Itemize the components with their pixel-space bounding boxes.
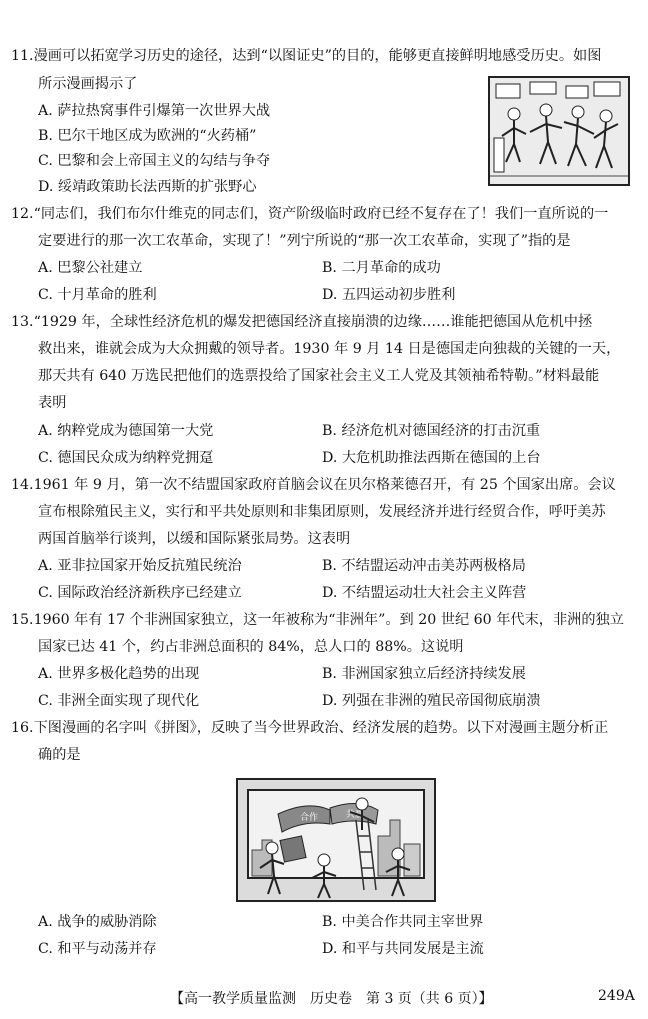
q13-option-b: B. 经济危机对德国经济的打击沉重 xyxy=(322,423,541,439)
q16-option-d: D. 和平与共同发展是主流 xyxy=(322,941,484,957)
q11-cartoon-image xyxy=(488,76,630,186)
q11-cartoon-drawing xyxy=(490,78,628,184)
q12-stem-line-2: 定要进行的那一次工农革命，实现了！”列宁所说的“那一次工农革命，实现了”指的是 xyxy=(38,233,571,249)
q16-option-b: B. 中美合作共同主宰世界 xyxy=(322,914,484,930)
q15-option-a: A. 世界多极化趋势的出现 xyxy=(38,666,200,682)
q14-option-c: C. 国际政治经济新秩序已经建立 xyxy=(38,585,242,601)
q15-stem-line-2: 国家已达 41 个，约占非洲总面积的 84%，总人口的 88%。这说明 xyxy=(38,639,464,655)
q14-option-d: D. 不结盟运动壮大社会主义阵营 xyxy=(322,585,527,601)
page-footer-title: 【高一教学质量监测 历史卷 第 3 页（共 6 页）】 xyxy=(170,991,493,1007)
q16-stem-line-2: 确的是 xyxy=(38,747,81,763)
q16-stem-line-1: 16.下图漫画的名字叫《拼图》，反映了当今世界政治、经济发展的趋势。以下对漫画主题分析正 xyxy=(11,720,609,736)
q14-stem-line-2: 宣布根除殖民主义，实行和平共处原则和非集团原则，发展经济并进行经贸合作，呼吁美苏 xyxy=(38,504,606,520)
q15-option-c: C. 非洲全面实现了现代化 xyxy=(38,693,200,709)
q14-option-b: B. 不结盟运动冲击美苏两极格局 xyxy=(322,558,526,574)
q13-stem-line-3: 那天共有 640 万选民把他们的选票投给了国家社会主义工人党及其领袖希特勒。”材料最能 xyxy=(38,368,600,384)
q16-puzzle-cartoon-image xyxy=(236,778,436,902)
q11-option-a: A. 萨拉热窝事件引爆第一次世界大战 xyxy=(38,103,271,119)
q13-stem-line-4: 表明 xyxy=(38,395,67,411)
q16-option-a: A. 战争的威胁消除 xyxy=(38,914,157,930)
q12-option-b: B. 二月革命的成功 xyxy=(322,260,441,276)
q11-option-b: B. 巴尔干地区成为欧洲的“火药桶” xyxy=(38,128,257,144)
q13-option-a: A. 纳粹党成为德国第一大党 xyxy=(38,423,214,439)
q14-option-a: A. 亚非拉国家开始反抗殖民统治 xyxy=(38,558,242,574)
q12-option-a: A. 巴黎公社建立 xyxy=(38,260,143,276)
q12-option-c: C. 十月革命的胜利 xyxy=(38,287,157,303)
q11-stem-line-1: 11.漫画可以拓宽学习历史的途径，达到“以图证史”的目的，能够更直接鲜明地感受历史。如图 xyxy=(11,48,602,64)
q16-cartoon-label-cooperation: 合作 xyxy=(300,813,319,823)
q11-stem-line-2: 所示漫画揭示了 xyxy=(38,76,138,92)
q11-option-d: D. 绥靖政策助长法西斯的扩张野心 xyxy=(38,179,257,195)
q14-stem-line-1: 14.1961 年 9 月，第一次不结盟国家政府首脑会议在贝尔格莱德召开，有 25 个国家出席。会议 xyxy=(11,477,616,493)
q16-cartoon-label-win-win: 共赢 xyxy=(346,810,365,820)
q15-stem-line-1: 15.1960 年有 17 个非洲国家独立，这一年被称为“非洲年”。到 20 世纪 60 年代末，非洲的独立 xyxy=(11,612,624,628)
q14-stem-line-3: 两国首脑举行谈判，以缓和国际紧张局势。这表明 xyxy=(38,531,351,547)
q13-option-c: C. 德国民众成为纳粹党拥趸 xyxy=(38,450,214,466)
q16-cartoon-drawing xyxy=(238,780,434,900)
q11-option-c: C. 巴黎和会上帝国主义的勾结与争夺 xyxy=(38,153,271,169)
q13-stem-line-1: 13.“1929 年，全球性经济危机的爆发把德国经济直接崩溃的边缘……谁能把德国从危机中拯 xyxy=(11,314,593,330)
q13-stem-line-2: 救出来，谁就会成为大众拥戴的领导者。1930 年 9 月 14 日是德国走向独裁的关键的一天， xyxy=(38,341,621,357)
q16-option-c: C. 和平与动荡并存 xyxy=(38,941,157,957)
q12-stem-line-1: 12.“同志们，我们布尔什维克的同志们，资产阶级临时政府已经不复存在了！我们一直所说的一 xyxy=(11,206,609,222)
q15-option-b: B. 非洲国家独立后经济持续发展 xyxy=(322,666,526,682)
q13-option-d: D. 大危机助推法西斯在德国的上台 xyxy=(322,450,541,466)
page-footer-code: 249A xyxy=(598,988,635,1004)
q15-option-d: D. 列强在非洲的殖民帝国彻底崩溃 xyxy=(322,693,541,709)
q12-option-d: D. 五四运动初步胜利 xyxy=(322,287,456,303)
